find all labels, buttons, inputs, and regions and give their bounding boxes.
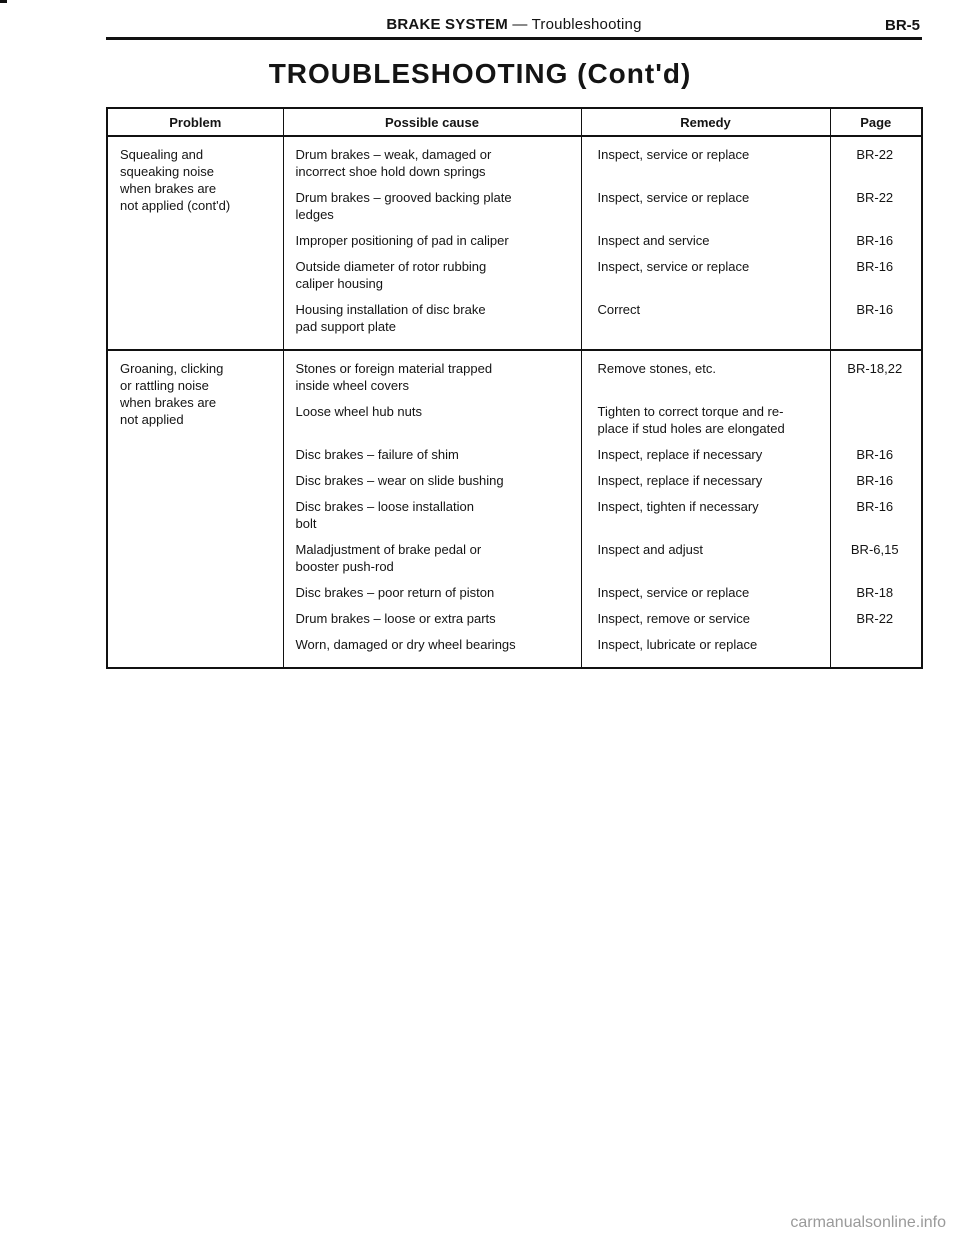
page-ref-item (831, 257, 922, 300)
header-page: Page (830, 108, 922, 136)
possible-cause-item (284, 497, 581, 540)
remedy-line: Inspect, service or replace (597, 259, 750, 274)
possible-cause-line: inside wheel covers (295, 378, 409, 393)
possible-cause-line: Disc brakes – wear on slide bushing (295, 473, 504, 488)
page-title: TROUBLESHOOTING (Cont'd) (268, 58, 692, 89)
remedy-line: Inspect, remove or service (597, 611, 750, 626)
page-ref-item (831, 609, 922, 635)
remedy-line: Tighten to correct torque and re- (597, 404, 784, 419)
remedy-item (582, 540, 830, 583)
page-ref-text: BR-16 (856, 473, 894, 488)
possible-cause-line: Drum brakes – weak, damaged or (295, 147, 492, 162)
problem-line: Squealing and (120, 147, 204, 162)
remedy-line: place if stud holes are elongated (597, 421, 785, 436)
header-remedy: Remedy (581, 108, 830, 136)
page-ref-text: BR-22 (856, 190, 894, 205)
possible-cause-line: Improper positioning of pad in caliper (295, 233, 509, 248)
page-ref-item (831, 300, 922, 343)
page-ref-text: BR-16 (856, 447, 894, 462)
remedy-cell (581, 136, 830, 350)
page-ref-item (831, 359, 922, 402)
page-ref-text: BR-16 (856, 499, 894, 514)
page-ref-item (831, 471, 922, 497)
remedy-line: Inspect, lubricate or replace (597, 637, 758, 652)
header-possible-cause: Possible cause (283, 108, 581, 136)
remedy-line: Correct (597, 302, 641, 317)
remedy-line: Inspect, service or replace (597, 585, 750, 600)
remedy-item (582, 257, 830, 300)
problem-cell (107, 350, 283, 668)
page-ref-item (831, 635, 922, 661)
header-section-title: BRAKE SYSTEM — Troubleshooting (386, 16, 642, 33)
possible-cause-item (284, 231, 581, 257)
possible-cause-item (284, 402, 581, 445)
possible-cause-cell (283, 136, 581, 350)
possible-cause-item (284, 145, 581, 188)
page-ref-item (831, 231, 922, 257)
page-ref-text: BR-22 (856, 147, 894, 162)
possible-cause-item (284, 471, 581, 497)
possible-cause-item (284, 359, 581, 402)
possible-cause-item (284, 635, 581, 661)
remedy-item (582, 402, 830, 445)
page-ref-item (831, 402, 922, 445)
remedy-line: Inspect, service or replace (597, 147, 750, 162)
page-ref-text: BR-16 (856, 259, 894, 274)
possible-cause-line: Stones or foreign material trapped (295, 361, 493, 376)
remedy-line: Remove stones, etc. (597, 361, 716, 376)
page-ref-item (831, 145, 922, 188)
problem-line: not applied (120, 412, 184, 427)
remedy-item (582, 635, 830, 661)
problem-line: not applied (cont'd) (120, 198, 231, 213)
page-ref-text: BR-16 (856, 233, 894, 248)
possible-cause-line: Disc brakes – poor return of piston (295, 585, 495, 600)
problem-line: when brakes are (120, 395, 217, 410)
remedy-line: Inspect, service or replace (597, 190, 750, 205)
page-ref-text: BR-6,15 (850, 542, 899, 557)
possible-cause-item (284, 609, 581, 635)
header-rule (106, 37, 922, 40)
possible-cause-item (284, 188, 581, 231)
remedy-line: Inspect and service (597, 233, 710, 248)
possible-cause-item (284, 540, 581, 583)
header-problem: Problem (107, 108, 283, 136)
page-ref-item (831, 188, 922, 231)
remedy-item (582, 300, 830, 343)
problem-line: or rattling noise (120, 378, 209, 393)
remedy-cell (581, 350, 830, 668)
table-row (107, 350, 922, 668)
possible-cause-line: incorrect shoe hold down springs (295, 164, 486, 179)
remedy-line: Inspect, tighten if necessary (597, 499, 759, 514)
page-ref-text: BR-22 (856, 611, 894, 626)
page-ref-cell (830, 350, 922, 668)
possible-cause-line: Loose wheel hub nuts (295, 404, 422, 419)
possible-cause-line: booster push-rod (295, 559, 394, 574)
problem-line: when brakes are (120, 181, 217, 196)
remedy-line: Inspect, replace if necessary (597, 473, 763, 488)
possible-cause-line: Drum brakes – grooved backing plate (295, 190, 512, 205)
possible-cause-line: Disc brakes – failure of shim (295, 447, 459, 462)
page-ref-text: BR-18,22 (847, 361, 903, 376)
possible-cause-item (284, 300, 581, 343)
remedy-item (582, 497, 830, 540)
possible-cause-item (284, 445, 581, 471)
watermark: carmanualsonline.info (790, 1214, 946, 1231)
page-ref-item (831, 497, 922, 540)
page-ref-text: BR-18 (856, 585, 894, 600)
possible-cause-line: caliper housing (295, 276, 383, 291)
problem-cell (107, 136, 283, 350)
header-page-number: BR-5 (884, 17, 920, 34)
possible-cause-line: ledges (295, 207, 334, 222)
remedy-item (582, 359, 830, 402)
scan-corner-mark (0, 0, 7, 3)
possible-cause-line: bolt (295, 516, 317, 531)
remedy-item (582, 583, 830, 609)
page-ref-item (831, 583, 922, 609)
page-ref-text: BR-16 (856, 302, 894, 317)
page-ref-cell (830, 136, 922, 350)
remedy-line: Inspect, replace if necessary (597, 447, 763, 462)
possible-cause-line: Housing installation of disc brake (295, 302, 486, 317)
page-ref-item (831, 445, 922, 471)
possible-cause-cell (283, 350, 581, 668)
problem-line: Groaning, clicking (120, 361, 224, 376)
table-row (107, 136, 922, 350)
possible-cause-line: Maladjustment of brake pedal or (295, 542, 482, 557)
remedy-item (582, 471, 830, 497)
remedy-item (582, 231, 830, 257)
remedy-item (582, 188, 830, 231)
possible-cause-line: Worn, damaged or dry wheel bearings (295, 637, 516, 652)
possible-cause-item (284, 583, 581, 609)
problem-line: squeaking noise (120, 164, 214, 179)
remedy-item (582, 445, 830, 471)
table-header-row (107, 108, 922, 136)
troubleshooting-table (106, 107, 923, 669)
remedy-item (582, 609, 830, 635)
possible-cause-line: pad support plate (295, 319, 396, 334)
running-header (106, 16, 922, 36)
remedy-item (582, 145, 830, 188)
possible-cause-line: Drum brakes – loose or extra parts (295, 611, 496, 626)
remedy-line: Inspect and adjust (597, 542, 704, 557)
page-ref-item (831, 540, 922, 583)
possible-cause-line: Outside diameter of rotor rubbing (295, 259, 487, 274)
possible-cause-line: Disc brakes – loose installation (295, 499, 474, 514)
possible-cause-item (284, 257, 581, 300)
